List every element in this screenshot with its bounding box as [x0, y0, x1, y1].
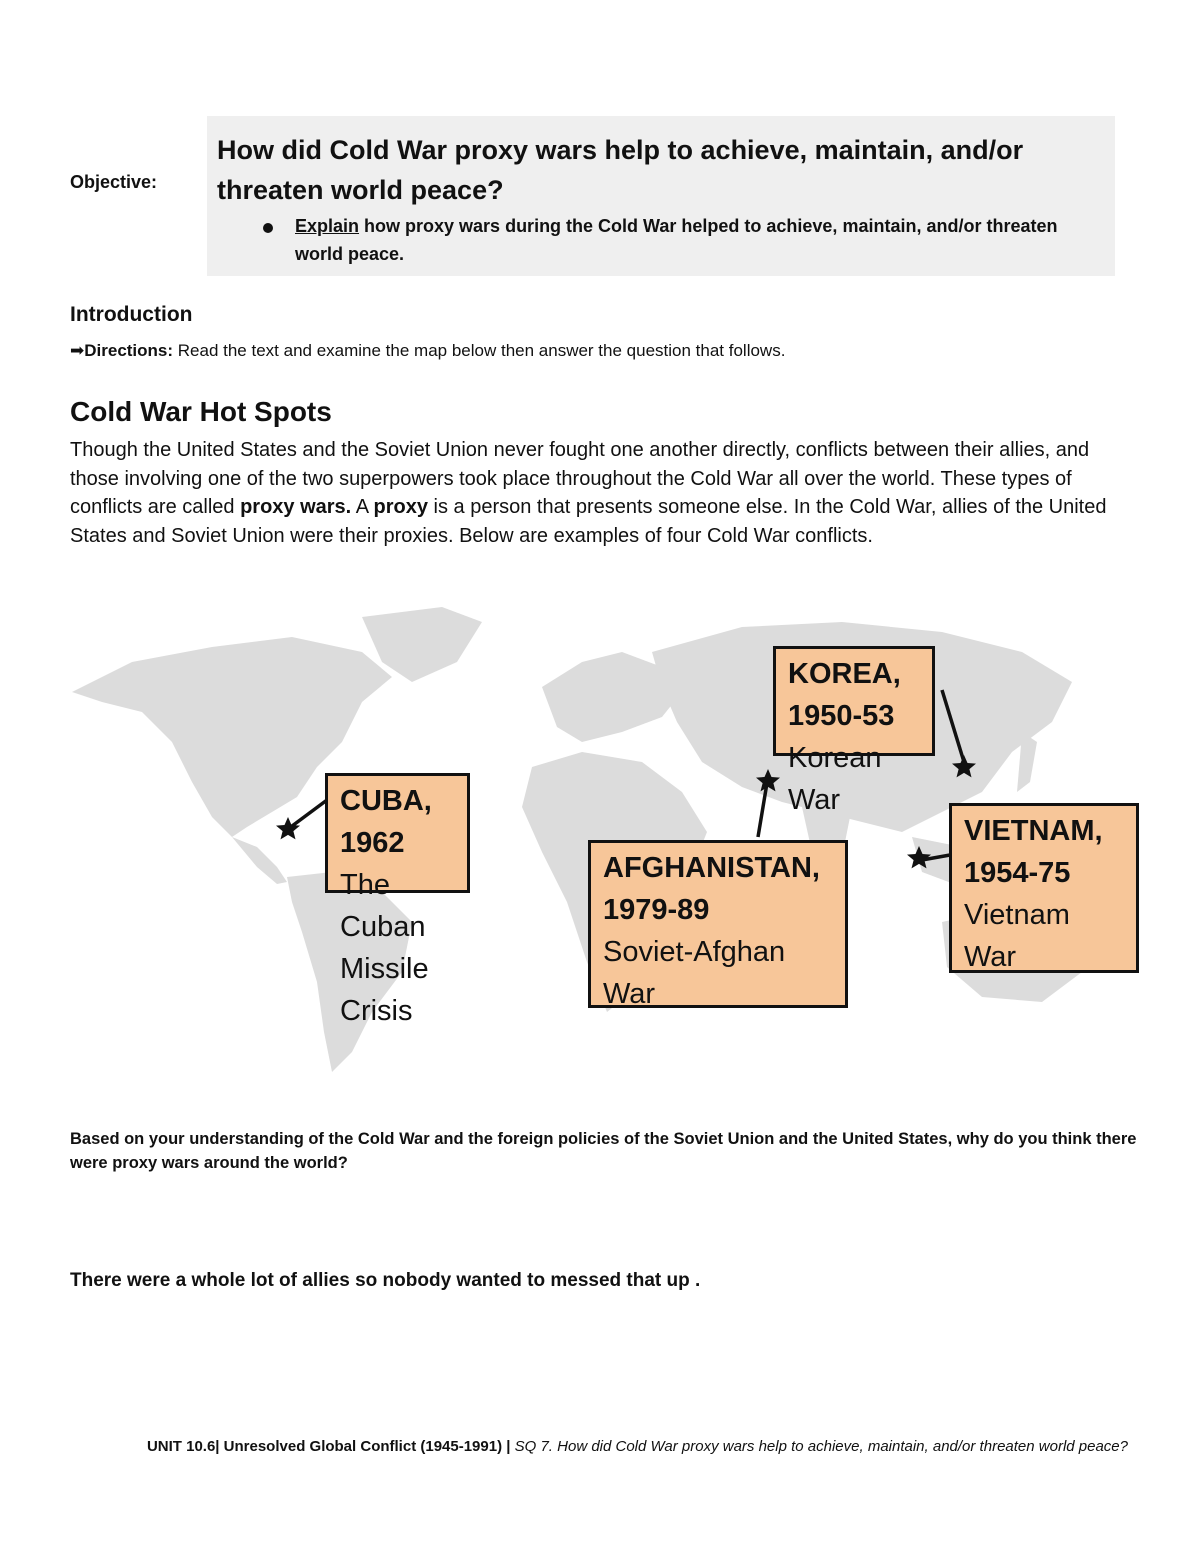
term-proxy: proxy: [373, 496, 428, 518]
star-icon: [276, 817, 300, 839]
paragraph-part-1: Though the United States and the Soviet Union never fought one another directly, conflicts between their allies, and those involving one of the two superpowers took place throughout the Cold War all over the world. These types of conflicts are called: [70, 439, 1090, 518]
cuba-label: [325, 773, 470, 1027]
bullet-text: how proxy wars during the Cold War helped to achieve, maintain, and/or threaten world peace.: [295, 216, 1058, 264]
korea-place: KOREA, 1950-53: [788, 658, 901, 732]
central-america: [232, 837, 287, 884]
term-proxy-wars: proxy wars.: [240, 496, 352, 518]
afghanistan-place: AFGHANISTAN, 1979-89: [603, 852, 820, 926]
objective-label: Objective:: [70, 172, 158, 192]
directions: [70, 341, 785, 361]
korea-label: [773, 646, 935, 816]
introduction-heading: Introduction: [70, 303, 193, 326]
cuba-connector: [288, 800, 327, 829]
paragraph-part-3: is a person that presents someone else. In the Cold War, allies of the United States and Soviet Union were their proxies. Below are examples of four Cold War conflicts.: [70, 496, 1107, 547]
student-answer: There were a whole lot of allies so nobody wanted to messed that up .: [70, 1270, 701, 1291]
hot-spots-paragraph: [70, 436, 1130, 550]
hot-spots-heading: Cold War Hot Spots: [70, 396, 332, 427]
paragraph-part-2: A: [351, 496, 374, 518]
footer-unit: UNIT 10.6| Unresolved Global Conflict (1945-1991) |: [146, 1438, 511, 1455]
cuba-place: CUBA, 1962: [340, 785, 432, 859]
vietnam-place: VIETNAM, 1954-75: [964, 815, 1103, 889]
bullet-keyword: Explain: [295, 216, 360, 236]
bullet-icon: [263, 223, 273, 233]
arrow-right-icon: ➡: [70, 341, 85, 360]
question-prompt: Based on your understanding of the Cold War and the foreign policies of the Soviet Union and the United States, why do you think there were proxy wars around the world?: [70, 1130, 1137, 1172]
objective-bullet: [263, 212, 1105, 268]
directions-text: Read the text and examine the map below then answer the question that follows.: [173, 341, 786, 360]
afghanistan-label: [588, 840, 848, 1008]
vietnam-war: Vietnam War: [964, 899, 1070, 973]
footer: [48, 1436, 1128, 1458]
footer-sq: SQ 7. How did Cold War proxy wars help to achieve, maintain, and/or threaten world peace?: [510, 1438, 1128, 1455]
korea-war: Korean War: [788, 742, 882, 816]
vietnam-label: [949, 803, 1139, 973]
objective-question: How did Cold War proxy wars help to achieve, maintain, and/or threaten world peace?: [217, 135, 1024, 205]
objective-box: [207, 116, 1115, 276]
directions-label: Directions:: [84, 341, 174, 360]
afghanistan-war: Soviet-Afghan War: [603, 936, 786, 1010]
cuba-war: The Cuban Missile Crisis: [340, 869, 429, 1027]
